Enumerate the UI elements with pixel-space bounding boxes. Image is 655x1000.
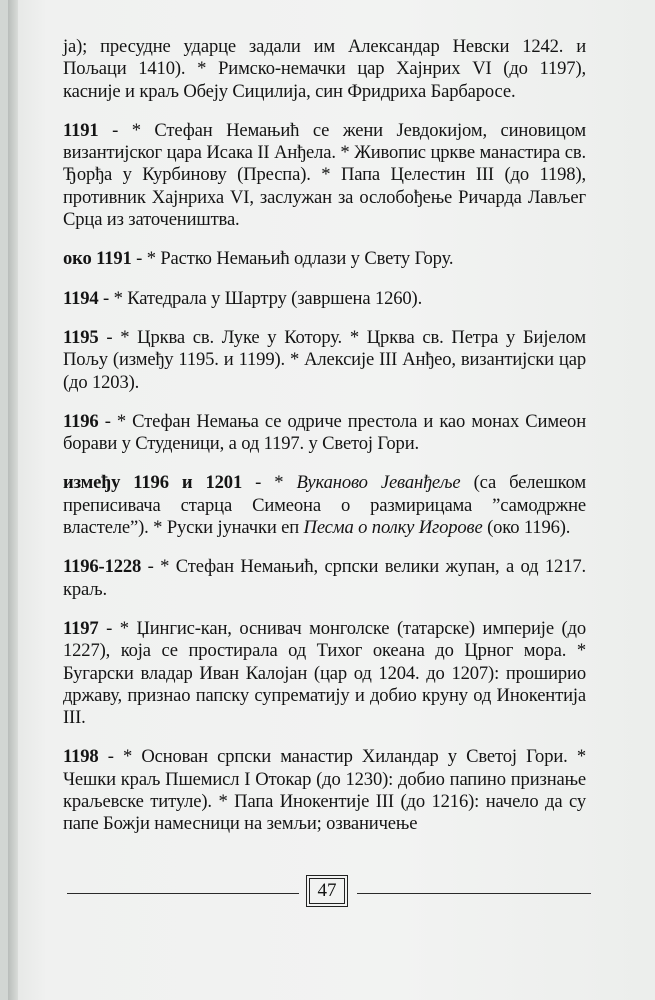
paragraph-text: ја); пресудне ударце задали им Александар Невски 1242. и Пољаци 1410). * Римско-немачки цар Хајнрих VI (до 1197), касније и краљ Обеју Сицилија, син Фридриха Барбаросе. [63, 36, 586, 102]
footer-rule-left [67, 893, 299, 894]
chronology-entry [63, 556, 586, 601]
chronology-entry [63, 288, 586, 310]
entry-year: 1198 [63, 746, 99, 768]
entry-title-italic: Вуканово Јеванђеље [296, 472, 461, 494]
entry-text: - * Стефан Немањић, српски велики жупан, а од 1217. краљ. [63, 556, 586, 600]
entry-title-italic: Песма о полку Игорове [303, 517, 483, 539]
entry-text: - * Стефан Немањић се жени Јевдокијом, синовицом византијског цара Исака II Анђела. * Живопис цркве манастира св. Ђорђа у Курбинову (Преспа). * Папа Целестин III (до 1198), противник Хајнриха VI, заслужан за ослобођење Ричарда Лављег Срца из заточеништва. [63, 119, 586, 231]
entry-text: (са белешком преписивача старца Симеона о размирицама ”самодржне властеле”). * Руски јуначки еп [63, 472, 587, 539]
chronology-entry [63, 327, 586, 394]
page-footer [67, 876, 591, 906]
paragraph-continuation [63, 36, 586, 103]
entry-year: 1195 [63, 326, 99, 348]
entry-text: - * Растко Немањић одлази у Свету Гору. [131, 248, 454, 270]
page-number: 47 [309, 878, 345, 904]
entry-text: - * Џингис-кан, оснивач монголске (татарске) империје (до 1227), која се простирала од Тихог океана до Црног мора. * Бугарски владар Иван Калојан (цар од 1204. до 1207): проширио државу, признао папску супрематију и добио круну од Инокентија III. [63, 617, 586, 729]
page-gutter-shadow [8, 0, 18, 1000]
entry-year: 1194 [63, 287, 99, 309]
entry-year: око 1191 [63, 248, 132, 270]
entry-text: - * [242, 472, 297, 494]
chronology-entry [63, 411, 586, 456]
chronology-entry [63, 472, 586, 539]
entry-year: 1196 [63, 410, 99, 432]
entry-year: 1191 [63, 119, 99, 141]
entry-year: између 1196 и 1201 [63, 472, 243, 494]
entry-text: - * Основан српски манастир Хиландар у Светој Гори. * Чешки краљ Пшемисл I Отокар (до 1230): добио папино признање краљевске титуле). * Папа Инокентије III (до 1216): начело да су папе Божји намесници на земљи; озваничење [63, 746, 586, 835]
entry-year: 1197 [63, 617, 99, 639]
footer-rule-right [357, 893, 591, 894]
chronology-entry [63, 248, 586, 270]
chronology-entry [63, 618, 586, 729]
chronology-entry [63, 120, 586, 231]
entry-year: 1196-1228 [63, 556, 142, 578]
chronology-entry [63, 746, 586, 835]
entry-text: (око 1196). [482, 517, 571, 539]
entry-text: - * Црква св. Луке у Котору. * Црква св. Петра у Бијелом Пољу (између 1195. и 1199). * Алексије III Анђео, византијски цар (до 1203). [63, 326, 586, 393]
entry-text: - * Катедрала у Шартру (завршена 1260). [98, 287, 423, 309]
entry-text: - * Стефан Немања се одриче престола и као монах Симеон борави у Студеници, а од 1197. у Светој Гори. [63, 410, 586, 455]
page-text [63, 36, 586, 836]
